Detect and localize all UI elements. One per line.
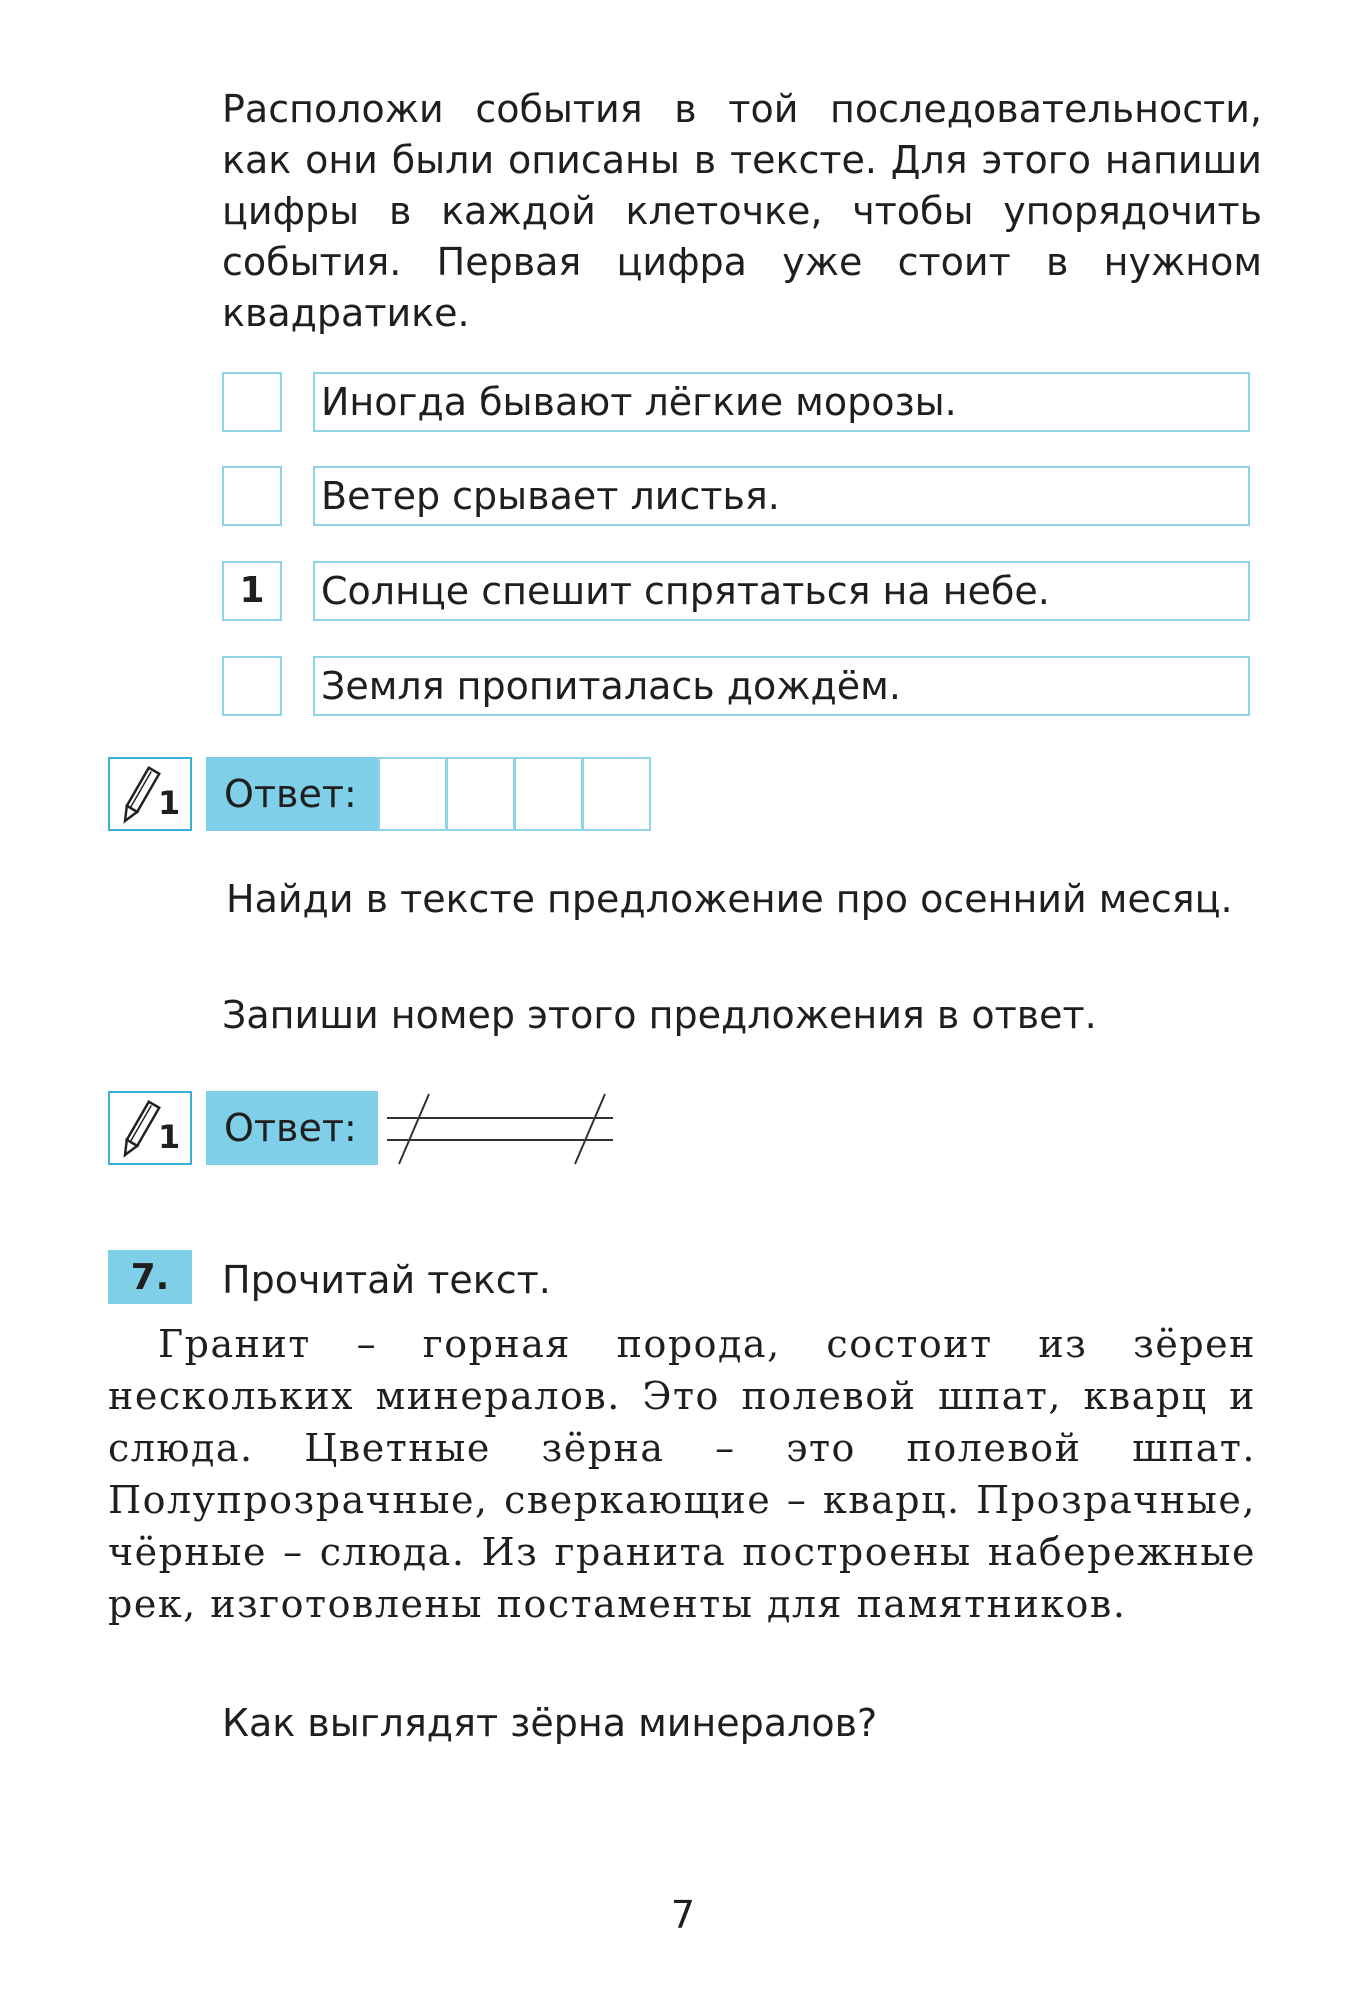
order-instruction: Расположи события в той последовательности, как они были описаны в тексте. Для этого напиши цифры в каждой клеточке, чтобы упорядочить события. Первая цифра уже стоит в нужном квадратике. — [222, 87, 1262, 335]
event-item: Земля пропиталась дождём. — [313, 656, 1250, 716]
sentence-instruction: Найди в тексте предложение про осенний месяц. — [226, 877, 1233, 921]
answer-cell[interactable] — [582, 757, 651, 831]
task-number-badge: 7. — [108, 1250, 192, 1304]
points-value: 1 — [158, 784, 181, 822]
pencil-points-badge — [108, 757, 192, 831]
task-question: Как выглядят зёрна минералов? — [222, 1701, 878, 1745]
order-number-box[interactable]: 1 — [222, 561, 282, 621]
order-number-box[interactable] — [222, 466, 282, 526]
event-item: Иногда бывают лёгкие морозы. — [313, 372, 1250, 432]
answer-cell[interactable] — [446, 757, 515, 831]
task-title: Прочитай текст. — [222, 1258, 551, 1302]
event-item: Солнце спешит спрятаться на небе. — [313, 561, 1250, 621]
page-number: 7 — [670, 1893, 696, 1937]
answer-cell[interactable] — [514, 757, 583, 831]
order-number-box[interactable] — [222, 372, 282, 432]
answer-cell[interactable] — [378, 757, 447, 831]
answer-write-lines[interactable] — [383, 1088, 618, 1168]
answer-label: Ответ: — [206, 1091, 378, 1165]
points-value: 1 — [158, 1118, 181, 1156]
pencil-points-badge — [108, 1091, 192, 1165]
event-item: Ветер срывает листья. — [313, 466, 1250, 526]
reading-text: Гранит – горная порода, состоит из зёрен нескольких минералов. Это полевой шпат, кварц и слюда. Цветные зёрна – это полевой шпат. Полупрозрачные, сверкающие – кварц. Прозрачные, чёрные – слюда. Из гранита построены набережные рек, изготовлены постаменты для памятников. — [108, 1322, 1256, 1626]
sentence-instruction-2: Запиши номер этого предложения в ответ. — [222, 993, 1097, 1037]
order-number-box[interactable] — [222, 656, 282, 716]
answer-label: Ответ: — [206, 757, 378, 831]
